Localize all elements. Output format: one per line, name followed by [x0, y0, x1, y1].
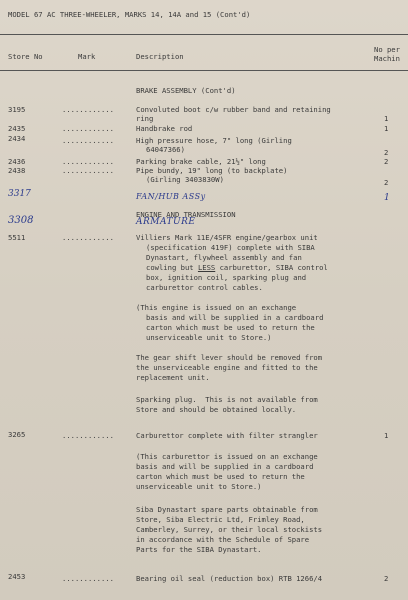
- store-number: 2436: [8, 157, 26, 166]
- note-line: Sparking plug. This is not available from: [136, 395, 318, 404]
- column-header-mark: Mark: [78, 52, 96, 61]
- less-emphasis: LESS: [197, 263, 216, 272]
- mark-dots: ............: [62, 157, 114, 166]
- item-quantity: 2: [384, 574, 389, 583]
- note-line: (This carburettor is issued on an exchange: [136, 452, 318, 461]
- section-heading-brake: BRAKE ASSEMBLY (Cont'd): [136, 86, 236, 95]
- note-line: basis and will be supplied in a cardboard: [136, 462, 314, 471]
- note-line: in accordance with the Schedule of Spare: [136, 535, 310, 544]
- note-line: carton which must be used to return the: [136, 472, 305, 481]
- item-quantity: 1: [384, 114, 389, 123]
- handwritten-quantity: 1: [384, 193, 390, 203]
- item-quantity: 2: [384, 157, 389, 166]
- note-line: Siba Dynastart spare parts obtainable from: [136, 505, 318, 514]
- column-header-qty-2: Machin: [374, 54, 400, 63]
- handwritten-store-number: 3317: [8, 189, 31, 199]
- item-description-cont: carburettor control cables.: [146, 283, 263, 292]
- note-line: carton which must be used to return the: [146, 323, 315, 332]
- store-number: 2453: [8, 572, 26, 581]
- item-description-cont: Dynastart, flywheel assembly and fan: [146, 253, 302, 262]
- handwritten-description: FAN/HUB ASSy: [136, 192, 206, 201]
- desc-text: cowling but: [146, 263, 198, 272]
- note-line: unserviceable unit to Store.): [146, 333, 272, 342]
- store-number: 3195: [8, 105, 26, 114]
- mark-dots: ............: [62, 105, 114, 114]
- column-header-qty-1: No per: [374, 45, 400, 54]
- section-heading-engine: ENGINE AND TRANSMISSION: [136, 210, 236, 219]
- item-quantity: 2: [384, 178, 389, 187]
- note-line: the unserviceable engine and fitted to the: [136, 363, 318, 372]
- item-quantity: 2: [384, 148, 389, 157]
- note-line: Store and should be obtained locally.: [136, 405, 297, 414]
- store-number: 2438: [8, 166, 26, 175]
- note-line: Parts for the SIBA Dynastart.: [136, 545, 262, 554]
- store-number: 5511: [8, 233, 26, 242]
- item-quantity: 1: [384, 124, 389, 133]
- note-line: unserviceable unit to Store.): [136, 482, 262, 491]
- mark-dots: ............: [62, 166, 114, 175]
- item-description: Pipe bundy, 19" long (to backplate): [136, 166, 288, 175]
- item-description-cont: 64047366): [146, 145, 185, 154]
- note-line: Camberley, Surrey, or their local stockists: [136, 525, 323, 534]
- note-line: Store, Siba Electric Ltd, Frimley Road,: [136, 515, 305, 524]
- item-description: Bearing oil seal (reduction box) RTB 1266/4: [136, 574, 323, 583]
- item-description-cont: [146, 263, 328, 272]
- item-description: Parking brake cable, 21½" long: [136, 157, 266, 166]
- column-header-store: Store No: [8, 52, 43, 61]
- item-description: Carburettor complete with filter strangler: [136, 431, 318, 440]
- store-number: 3265: [8, 430, 26, 439]
- column-header-description: Description: [136, 52, 184, 61]
- store-number: 2435: [8, 124, 26, 133]
- item-quantity: 1: [384, 431, 389, 440]
- header-rule-bottom: [0, 70, 408, 71]
- item-description-cont: ring: [136, 114, 154, 123]
- note-line: The gear shift lever should be removed from: [136, 353, 323, 362]
- mark-dots: ............: [62, 136, 114, 145]
- desc-text: carburettor, SIBA control: [215, 263, 328, 272]
- mark-dots: ............: [62, 124, 114, 133]
- page-title: MODEL 67 AC THREE-WHEELER, MARKS 14, 14A and 15 (Cont'd): [8, 10, 251, 19]
- mark-dots: ............: [62, 574, 114, 583]
- item-description: Handbrake rod: [136, 124, 193, 133]
- note-line: replacement unit.: [136, 373, 210, 382]
- item-description-cont: box, ignition coil, sparking plug and: [146, 273, 307, 282]
- note-line: (This engine is issued on an exchange: [136, 303, 297, 312]
- item-description-cont: (specification 419F) complete with SIBA: [146, 243, 315, 252]
- handwritten-store-number: 3308: [8, 215, 34, 226]
- item-description: High pressure hose, 7" long (Girling: [136, 136, 292, 145]
- mark-dots: ............: [62, 233, 114, 242]
- item-description: Convoluted boot c/w rubber band and retaining: [136, 105, 331, 114]
- item-description: Villiers Mark 11E/4SFR engine/gearbox unit: [136, 233, 318, 242]
- note-line: basis and will be supplied in a cardboard: [146, 313, 324, 322]
- item-description-cont: (Girling 3403830W): [146, 175, 224, 184]
- store-number: 2434: [8, 134, 26, 143]
- header-rule-top: [0, 34, 408, 35]
- mark-dots: ............: [62, 431, 114, 440]
- handwritten-description: ARMATURE: [136, 217, 196, 227]
